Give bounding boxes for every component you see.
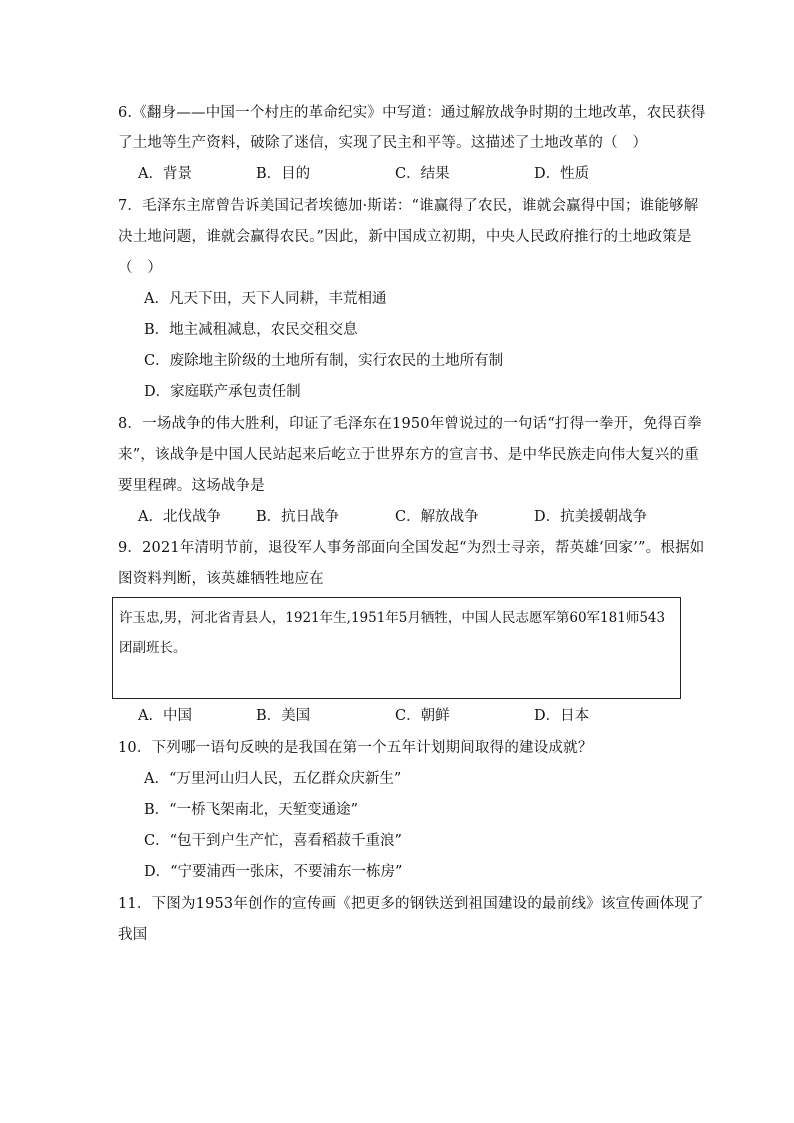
- question-7-line-1: 7．毛泽东主席曾告诉美国记者埃德加·斯诺：“谁赢得了农民，谁就会赢得中国；谁能够解: [118, 198, 699, 214]
- question-10-option-c: C．“包干到户生产忙，喜看稻菽千重浪”: [144, 833, 402, 849]
- material-line-2: 团副班长。: [119, 640, 187, 656]
- question-9-material-box: [112, 597, 681, 699]
- question-10-line-1: 10．下列哪一语句反映的是我国在第一个五年计划期间取得的建设成就？: [118, 740, 593, 756]
- question-7-option-a: A．凡天下田，天下人同耕，丰荒相通: [144, 291, 387, 307]
- question-6-line-2: 了土地等生产资料，破除了迷信，实现了民主和平等。这描述了土地改革的（ ）: [118, 135, 648, 151]
- question-11-line-1: 11．下图为1953年创作的宣传画《把更多的钢铁送到祖国建设的最前线》该宣传画体现了: [118, 896, 704, 912]
- question-8-line-1: 8．一场战争的伟大胜利，印证了毛泽东在1950年曾说过的一句话“打得一拳开，免得百拳: [118, 416, 702, 432]
- question-10-option-a: A．“万里河山归人民，五亿群众庆新生”: [144, 771, 402, 787]
- option-b: B．抗日战争: [256, 509, 340, 525]
- material-line-1: 许玉忠,男，河北省青县人，1921年生,1951年5月牺牲，中国人民志愿军第60军181师543: [119, 610, 666, 626]
- question-7-option-d: D．家庭联产承包责任制: [144, 384, 301, 400]
- question-8-line-3: 要里程碑。这场战争是: [118, 478, 265, 494]
- option-b: B．目的: [256, 166, 311, 182]
- question-7-line-3: （ ）: [118, 260, 163, 276]
- question-7-option-c: C．废除地主阶级的土地所有制，实行农民的土地所有制: [144, 353, 504, 369]
- option-d: D．日本: [534, 708, 590, 724]
- question-6-line-1: 6.《翻身——中国一个村庄的革命纪实》中写道：通过解放战争时期的土地改革，农民获得: [118, 105, 706, 121]
- option-c: C．朝鲜: [395, 708, 450, 724]
- option-d: D．抗美援朝战争: [534, 509, 648, 525]
- option-c: C．结果: [395, 166, 450, 182]
- option-b: B．美国: [256, 708, 311, 724]
- option-a: A．北伐战争: [138, 509, 221, 525]
- option-c: C．解放战争: [395, 509, 479, 525]
- question-7-line-2: 决土地问题，谁就会赢得农民。”因此，新中国成立初期，中央人民政府推行的土地政策是: [118, 229, 692, 245]
- question-7-option-b: B．地主减租减息，农民交租交息: [144, 322, 358, 338]
- question-9-line-2: 图资料判断，该英雄牺牲地应在: [118, 571, 324, 587]
- question-10-option-d: D．“宁要浦西一张床，不要浦东一栋房”: [144, 864, 403, 880]
- question-9-line-1: 9．2021年清明节前，退役军人事务部面向全国发起“为烈士寻亲，帮英雄‘回家’”。根据如: [118, 540, 705, 556]
- option-d: D．性质: [534, 166, 590, 182]
- option-a: A．背景: [138, 166, 192, 182]
- question-10-option-b: B．“一桥飞架南北，天堑变通途”: [144, 802, 358, 818]
- option-a: A．中国: [138, 708, 192, 724]
- question-11-line-2: 我国: [118, 927, 148, 943]
- question-8-line-2: 来”，该战争是中国人民站起来后屹立于世界东方的宣言书、是中华民族走向伟大复兴的重: [118, 447, 699, 463]
